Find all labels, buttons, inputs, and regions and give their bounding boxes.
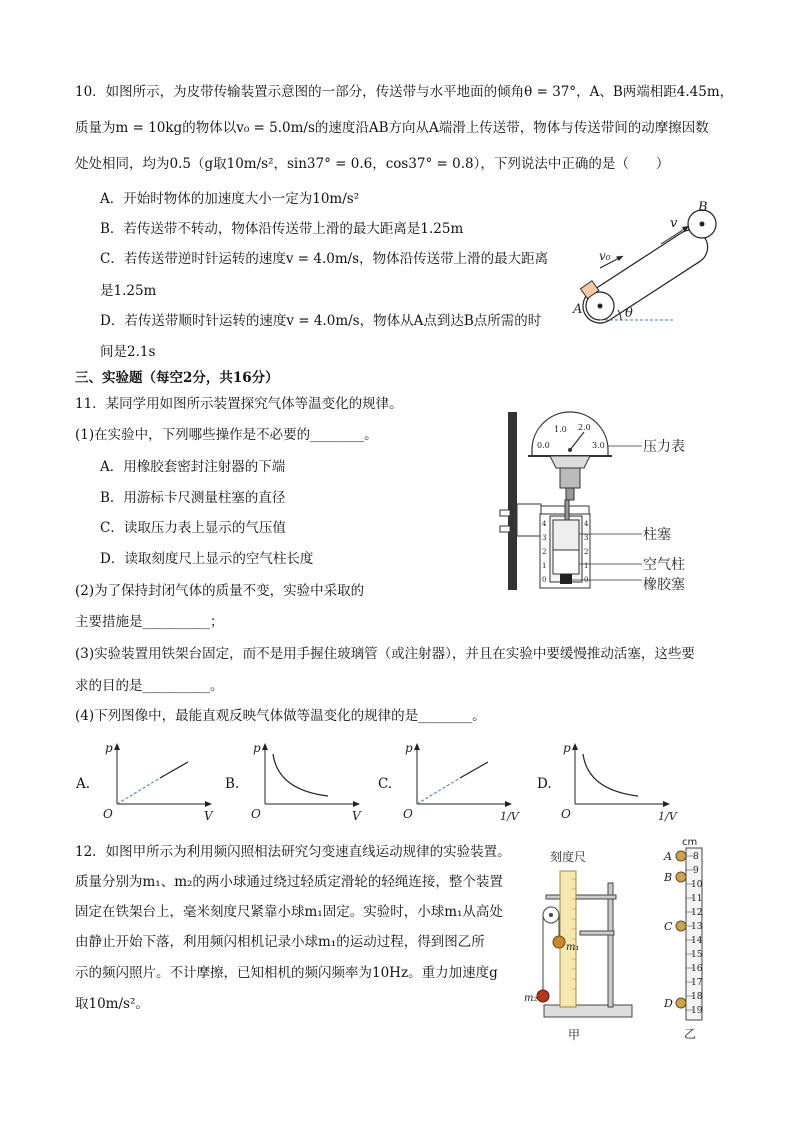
air-column <box>553 550 579 574</box>
graph-d-label: D. <box>537 776 552 792</box>
axis-label: p <box>253 741 261 755</box>
q11-part1: (1)在实验中，下列哪些操作是不必要的________。 <box>75 427 378 443</box>
figure-yi <box>662 836 732 1046</box>
dial-label: 1.0 <box>554 425 567 434</box>
dial-label: 3.0 <box>592 441 605 450</box>
q10-option-c-line1: C．若传送带逆时针运转的速度v = 4.0m/s，物体沿传送带上滑的最大距离 <box>100 251 549 267</box>
graph-c <box>400 740 520 825</box>
graph-a <box>100 740 220 825</box>
q11-option-c: C．读取压力表上显示的气压值 <box>100 520 286 536</box>
q12-line4: 由静止开始下落，利用频闪相机记录小球m₁的运动过程，得到图乙所 <box>75 934 485 950</box>
plunger <box>553 520 579 550</box>
axis-label: O <box>251 807 261 821</box>
stand-rod <box>508 412 517 590</box>
graph-d <box>558 740 683 825</box>
axis-label: p <box>105 741 113 755</box>
flash-point-a <box>676 851 686 861</box>
caption-yi: 乙 <box>684 1027 697 1041</box>
label-m1: m₁ <box>566 942 580 953</box>
axis-label: V <box>204 809 213 823</box>
graph-c-label: C. <box>378 776 393 792</box>
tick-label: 13 <box>691 922 703 932</box>
point-label: C <box>664 920 673 933</box>
q11-part3-line1: (3)实验装置用铁架台固定，而不是用手握住玻璃管（或注射器），并且在实验中要缓慢推动活塞，这些要 <box>75 646 695 662</box>
tick-label: 17 <box>691 978 703 988</box>
axis-label: 1/V <box>658 810 677 823</box>
figure-jia <box>520 845 650 1045</box>
q10-stem-line3: 处处相同，均为0.5（g取10m/s²，sin37° = 0.6，cos37° = 0.8），下列说法中正确的是（ ） <box>75 156 670 172</box>
rubber-stopper <box>560 574 572 584</box>
axis-label: p <box>563 741 571 755</box>
tick-label: 9 <box>693 866 699 876</box>
q12-line1: 12．如图甲所示为利用频闪照相法研究匀变速直线运动规律的实验装置。 <box>75 844 511 860</box>
scale-tick: 0 <box>542 576 547 584</box>
scale-tick: 4 <box>542 520 547 528</box>
ball-m2 <box>537 990 549 1002</box>
scale-tick: 0 <box>584 576 589 584</box>
flash-point-b <box>676 872 686 882</box>
q10-option-c-line2: 是1.25m <box>100 283 157 299</box>
q11-option-d: D．读取刻度尺上显示的空气柱长度 <box>100 551 314 567</box>
scale-tick: 3 <box>584 534 589 542</box>
q11-part2-line2: 主要措施是__________； <box>75 614 224 630</box>
graph-b-label: B. <box>225 776 240 792</box>
tick-label: 15 <box>691 950 703 960</box>
tick-label: 14 <box>691 936 703 946</box>
q12-line5: 示的频闪照片。不计摩擦，已知相机的频闪频率为10Hz。重力加速度g <box>75 965 498 981</box>
ball-m1 <box>553 936 565 948</box>
q11-part4: (4)下列图像中，最能直观反映气体做等温变化的规律的是________。 <box>75 708 486 724</box>
dial-label: 0.0 <box>537 441 550 450</box>
q11-option-b: B．用游标卡尺测量柱塞的直径 <box>100 490 286 506</box>
q11-option-a: A．用橡胶套密封注射器的下端 <box>100 459 286 475</box>
label-b: B <box>698 200 708 215</box>
tick-label: 12 <box>691 908 703 918</box>
scale-tick: 1 <box>584 562 589 570</box>
axis-label: O <box>403 807 413 821</box>
label-a: A <box>573 302 583 317</box>
scale-tick: 1 <box>542 562 547 570</box>
axis-label: O <box>103 807 113 821</box>
axis-label: O <box>561 807 571 821</box>
tick-label: 11 <box>691 894 703 904</box>
label-theta: θ <box>625 306 633 321</box>
axis-label: 1/V <box>500 810 519 823</box>
label-v: v <box>670 216 678 231</box>
conveyor-belt-figure <box>565 198 735 328</box>
unit-cm: cm <box>682 837 698 848</box>
q12-line3: 固定在铁架台上，毫米刻度尺紧靠小球m₁固定。实验时，小球m₁从高处 <box>75 904 503 920</box>
axis-label: V <box>352 809 361 823</box>
air-column-label: 空气柱 <box>643 557 685 573</box>
flash-point-d <box>676 998 686 1008</box>
q10-option-b: B．若传送带不转动，物体沿传送带上滑的最大距离是1.25m <box>100 221 464 237</box>
graph-b <box>248 740 368 825</box>
tick-label: 16 <box>691 964 703 974</box>
graph-a-label: A. <box>76 776 91 792</box>
gas-apparatus-figure <box>492 408 722 596</box>
q10-option-d-line2: 间是2.1s <box>100 344 156 360</box>
label-v0: v₀ <box>599 249 611 263</box>
scale-tick: 2 <box>584 548 589 556</box>
scale-tick: 3 <box>542 534 547 542</box>
tick-label: 19 <box>691 1006 703 1016</box>
q12-line6: 取10m/s²。 <box>75 996 149 1012</box>
section3-heading: 三、实验题（每空2分，共16分） <box>75 370 279 386</box>
q12-line2: 质量分别为m₁、m₂的两小球通过绕过轻质定滑轮的轻绳连接，整个装置 <box>75 874 503 890</box>
stopper-label: 橡胶塞 <box>643 577 685 593</box>
point-label: B <box>664 871 673 884</box>
q11-stem: 11．某同学用如图所示装置探究气体等温变化的规律。 <box>75 396 403 412</box>
ruler-label: 刻度尺 <box>550 850 587 864</box>
q11-part2-line1: (2)为了保持封闭气体的质量不变，实验中采取的 <box>75 583 365 599</box>
q10-option-a: A．开始时物体的加速度大小一定为10m/s² <box>100 191 360 207</box>
q10-stem-line2: 质量为m = 10kg的物体以v₀ = 5.0m/s的速度沿AB方向从A端滑上传送带，物体与传送带间的动摩擦因数 <box>75 120 709 136</box>
q11-part3-line2: 求的目的是__________。 <box>75 678 224 694</box>
tick-label: 18 <box>691 992 703 1002</box>
plunger-label: 柱塞 <box>643 527 671 543</box>
dial-label: 2.0 <box>578 423 591 432</box>
caption-jia: 甲 <box>568 1028 581 1042</box>
tick-label: 8 <box>693 852 699 862</box>
point-label: A <box>664 850 672 863</box>
tick-label: 10 <box>691 880 703 890</box>
point-label: D <box>664 997 673 1010</box>
q10-option-d-line1: D．若传送带顺时针运转的速度v = 4.0m/s，物体从A点到达B点所需的时 <box>100 313 542 329</box>
flash-point-c <box>676 921 686 931</box>
gauge-label: 压力表 <box>643 439 685 455</box>
axis-label: p <box>405 741 413 755</box>
q10-stem-line1: 10．如图所示，为皮带传输装置示意图的一部分，传送带与水平地面的倾角θ = 37°，A、B两端相距4.45m， <box>75 84 734 100</box>
scale-tick: 2 <box>542 548 547 556</box>
label-m2: m₂ <box>524 993 538 1004</box>
scale-tick: 4 <box>584 520 589 528</box>
